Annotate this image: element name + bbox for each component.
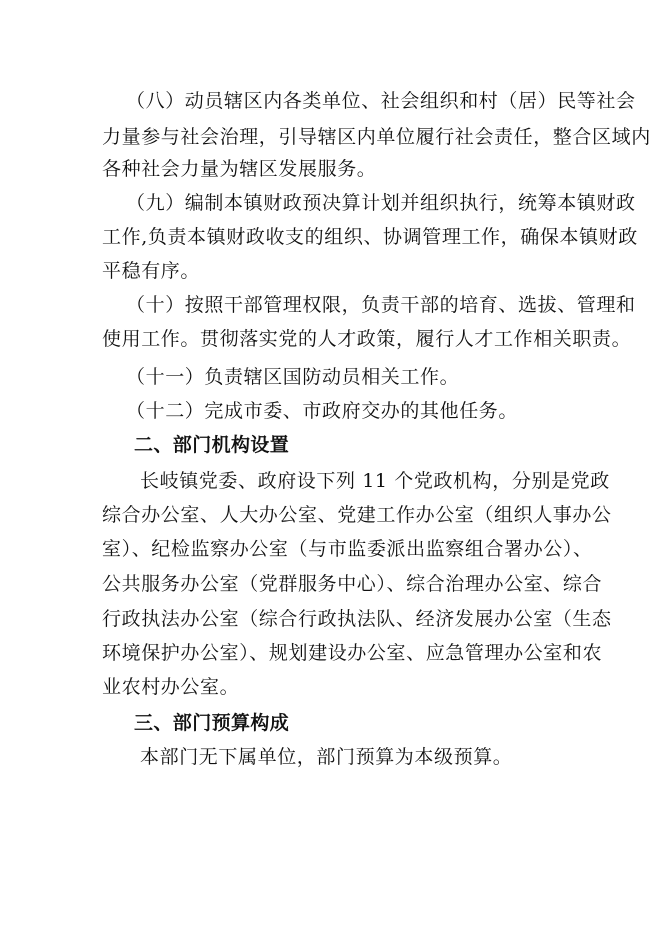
section-2-heading: 二、部门机构设置	[134, 434, 290, 456]
section-2-line-1: 长岐镇党委、政府设下列 11 个党政机构，分别是党政	[140, 470, 610, 492]
item-8-line-1: （八）动员辖区内各类单位、社会组织和村（居）民等社会	[126, 90, 636, 112]
item-9-line-3: 平稳有序。	[102, 260, 201, 282]
item-10-line-1: （十）按照干部管理权限，负责干部的培育、选拔、管理和	[126, 294, 636, 316]
item-8-line-2: 力量参与社会治理，引导辖区内单位履行社会责任，整合区域内	[102, 126, 651, 148]
item-8-line-3: 各种社会力量为辖区发展服务。	[102, 158, 377, 180]
item-12: （十二）完成市委、市政府交办的其他任务。	[126, 400, 519, 422]
section-2-line-7: 业农村办公室。	[102, 676, 240, 698]
section-2-line-4: 公共服务办公室（党群服务中心）、综合治理办公室、综合	[102, 573, 603, 595]
section-2-line-3: 室）、纪检监察办公室（与市监委派出监察组合署办公）、	[102, 538, 593, 560]
section-3-line-1: 本部门无下属单位，部门预算为本级预算。	[140, 746, 513, 768]
item-10-line-2: 使用工作。贯彻落实党的人才政策，履行人才工作相关职责。	[102, 328, 632, 350]
section-2-line-6: 环境保护办公室）、规划建设办公室、应急管理办公室和农	[102, 642, 603, 664]
item-9-line-2: 工作,负责本镇财政收支的组织、协调管理工作，确保本镇财政	[102, 226, 638, 248]
section-2-line-2: 综合办公室、人大办公室、党建工作办公室（组织人事办公	[102, 504, 612, 526]
item-9-line-1: （九）编制本镇财政预决算计划并组织执行，统筹本镇财政	[126, 192, 636, 214]
item-11: （十一）负责辖区国防动员相关工作。	[126, 366, 460, 388]
section-2-line-5: 行政执法办公室（综合行政执法队、经济发展办公室（生态	[102, 608, 612, 630]
section-3-heading: 三、部门预算构成	[134, 712, 290, 734]
